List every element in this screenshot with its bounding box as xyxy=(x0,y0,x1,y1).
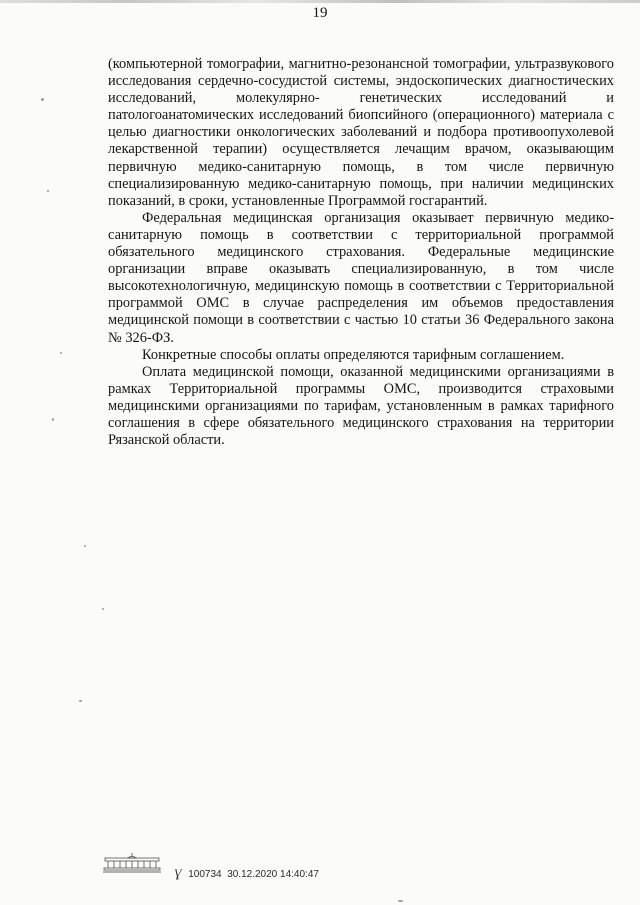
government-building-icon xyxy=(102,852,162,874)
paragraph-referral-continuation: (компьютерной томографии, магнитно-резонансной томографии, ультразвукового исследования сердечно-сосудистой системы, эндоскопических диагностических исследований, молекулярно- генетических исследований и патологоанатомических исследований биопсийного (операционного) материала с целью диагностики онкологических заболеваний и подбора противоопухолевой лекарственной терапии) осуществляется лечащим врачом, оказывающим первичную медико-санитарную помощь, в том числе первичную специализированную медико-санитарную помощь, при наличии медицинских показаний, в сроки, установленные Программой госгарантий. xyxy=(108,56,614,209)
scan-edge-artifact xyxy=(0,0,640,3)
paragraph-federal-organization: Федеральная медицинская организация оказывает первичную медико-санитарную помощь в соответствии с территориальной программой обязательного медицинского страхования. Федеральные медицинские организации вправе оказывать специализированную, в том числе высокотехнологичную, медицинскую помощь в соответствии с Территориальной программой ОМС в случае распределения им объемов предоставления медицинской помощи в соответствии с частью 10 статьи 36 Федерального закона № 326-ФЗ. xyxy=(108,209,614,346)
scan-speck xyxy=(102,608,104,610)
paragraph-payment-insurers: Оплата медицинской помощи, оказанной медицинскими организациями в рамках Территориальной программы ОМС, производится страховыми медицинскими организациями по тарифам, установленным в рамках тарифного соглашения в сфере обязательного медицинского страхования на территории Рязанской области. xyxy=(108,363,614,449)
scan-speck xyxy=(41,98,44,101)
document-body xyxy=(108,56,614,449)
scan-speck xyxy=(398,900,403,902)
scan-speck xyxy=(84,545,86,547)
document-stamp xyxy=(174,866,319,881)
scan-speck xyxy=(60,352,62,354)
paragraph-payment-methods: Конкретные способы оплаты определяются тарифным соглашением. xyxy=(142,346,565,363)
document-number: 100734 xyxy=(188,869,222,880)
scan-speck xyxy=(52,418,54,421)
document-datetime: 30.12.2020 14:40:47 xyxy=(227,869,319,880)
scan-speck xyxy=(47,190,49,192)
scan-speck xyxy=(79,700,82,702)
page-number: 19 xyxy=(312,5,328,21)
stamp-mark-icon: Ɣ xyxy=(174,866,183,880)
